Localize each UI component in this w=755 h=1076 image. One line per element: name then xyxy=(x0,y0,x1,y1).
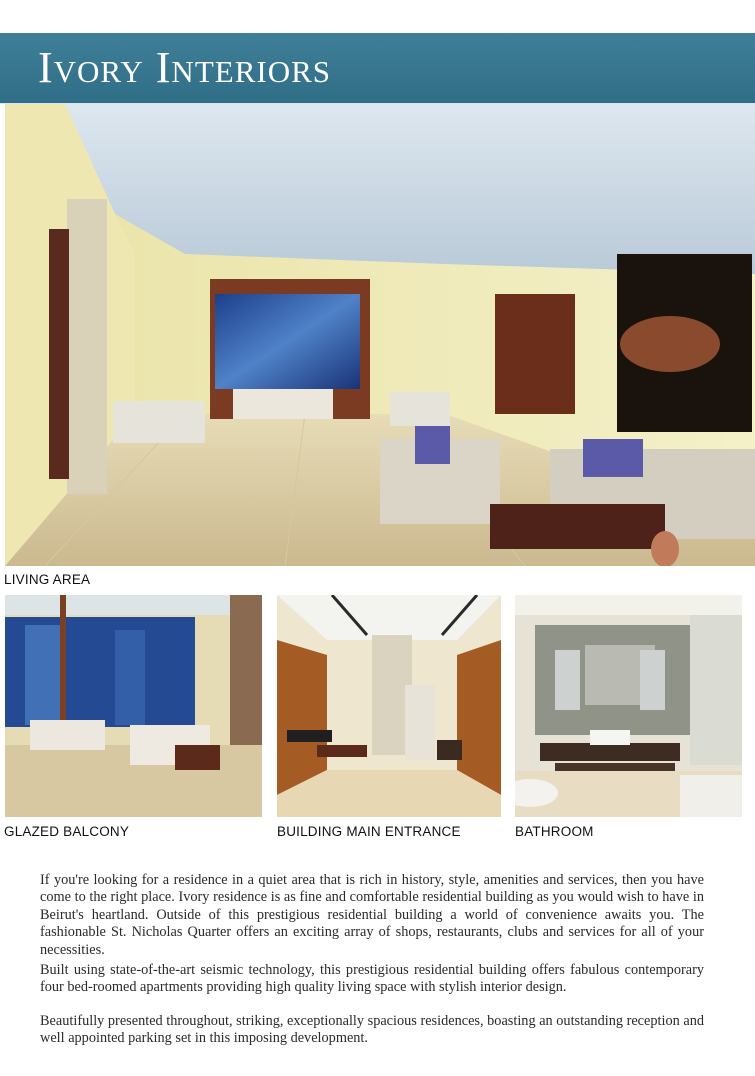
page-title: Ivory Interiors xyxy=(38,43,331,92)
residences-paragraph: Beautifully presented throughout, striking, exceptionally spacious residences, boasting an outstanding reception and well appointed parking set in this imposing development. xyxy=(40,1013,704,1047)
title-banner xyxy=(0,33,755,103)
main-entrance-caption: BUILDING MAIN ENTRANCE xyxy=(277,824,461,839)
glazed-balcony-photo xyxy=(5,595,262,817)
bathroom-photo xyxy=(515,595,742,817)
construction-paragraph: Built using state-of-the-art seismic technology, this prestigious residential building offers fabulous contemporary four bed-roomed apartments providing high quality living space with stylish interior design. xyxy=(40,962,704,996)
bathroom-caption: BATHROOM xyxy=(515,824,594,839)
living-area-caption: LIVING AREA xyxy=(4,572,91,587)
intro-paragraph: If you're looking for a residence in a quiet area that is rich in history, style, amenities and services, then you have come to the right place. Ivory residence is as fine and comfortable residential building as you would wish to have in Beirut's heartland. Outside of this prestigious residential building a world of convenience awaits you. The fashionable St. Nicholas Quarter offers an exciting array of shops, restaurants, clubs and services for all of your necessities. xyxy=(40,872,704,958)
glazed-balcony-caption: GLAZED BALCONY xyxy=(4,824,130,839)
living-area-photo xyxy=(5,104,755,566)
main-entrance-photo xyxy=(277,595,501,817)
